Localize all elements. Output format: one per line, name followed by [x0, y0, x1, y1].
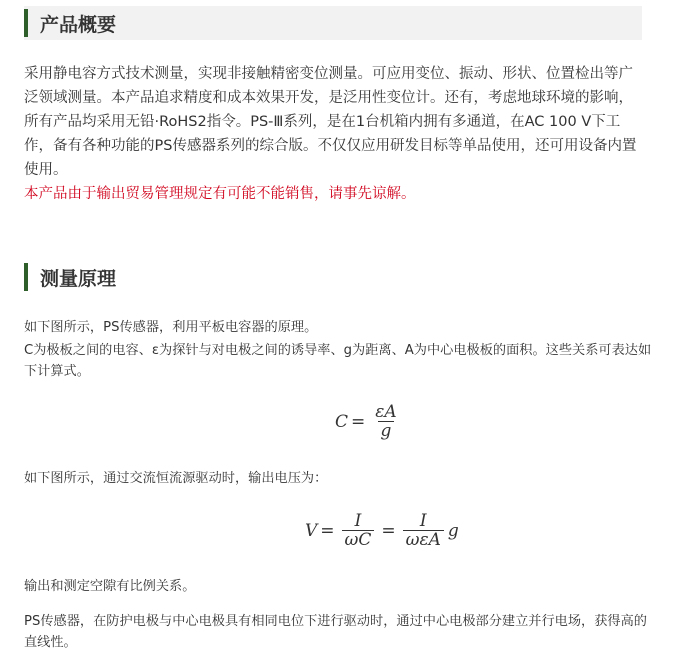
- fraction-numerator: I: [419, 511, 427, 531]
- formula-lhs: C: [335, 411, 349, 432]
- principle-intro-text: 如下图所示，PS传感器，利用平板电容器的原理。: [24, 320, 318, 335]
- capacitance-formula: [335, 403, 404, 440]
- fraction-denominator: g: [378, 421, 395, 440]
- section-accent-bar: [24, 263, 28, 291]
- formula-lhs: V: [305, 520, 318, 541]
- formula-tail: g: [447, 520, 459, 541]
- sales-warning-text: 本产品由于输出贸易管理规定有可能不能销售，请事先谅解。: [24, 186, 416, 202]
- formula-equals: =: [320, 520, 335, 541]
- formula-equals: =: [381, 520, 396, 541]
- fraction-denominator: ωC: [342, 530, 375, 549]
- section-title: 测量原理: [40, 267, 117, 290]
- section-title: 产品概要: [40, 13, 117, 36]
- fraction-denominator: ωεA: [403, 530, 444, 549]
- linearity-note-text: PS传感器，在防护电极与中心电极具有相同电位下进行驱动时，通过中心电极部分建立并行电场，获得高的直线性。: [24, 614, 647, 650]
- section-accent-bar: [24, 9, 28, 37]
- principle-definition-text: C为极板之间的电容、ε为探针与对电极之间的诱导率、g为距离、A为中心电极板的面积。这些关系可表达如下计算式。: [24, 343, 652, 379]
- formula-equals: =: [351, 411, 366, 432]
- section-header-overview: [24, 6, 642, 40]
- voltage-formula: [305, 512, 459, 549]
- fraction-numerator: I: [354, 511, 362, 531]
- overview-paragraph: [24, 62, 644, 206]
- proportional-note-text: 输出和测定空隙有比例关系。: [24, 579, 196, 594]
- formula-fraction: [342, 512, 375, 549]
- formula-fraction: [403, 512, 444, 549]
- fraction-numerator: εA: [375, 402, 397, 422]
- overview-body-text: 采用静电容方式技术测量，实现非接触精密变位测量。可应用变位、振动、形状、位置检出等广泛领域测量。本产品追求精度和成本效果开发，是泛用性变位计。还有，考虑地球环境的影响，所有产品均采用无铅·RoHS2指令。PS-Ⅲ系列，是在1台机箱内拥有多通道，在AC 100 V下工作，备有各种功能的PS传感器系列的综合版。不仅仅应用研发目标等单品使用，还可用设备内置使用。: [24, 66, 637, 178]
- formula-fraction: [372, 403, 399, 440]
- drive-description-text: 如下图所示，通过交流恒流源驱动时，输出电压为：: [24, 471, 328, 486]
- section-header-principle: [24, 260, 642, 294]
